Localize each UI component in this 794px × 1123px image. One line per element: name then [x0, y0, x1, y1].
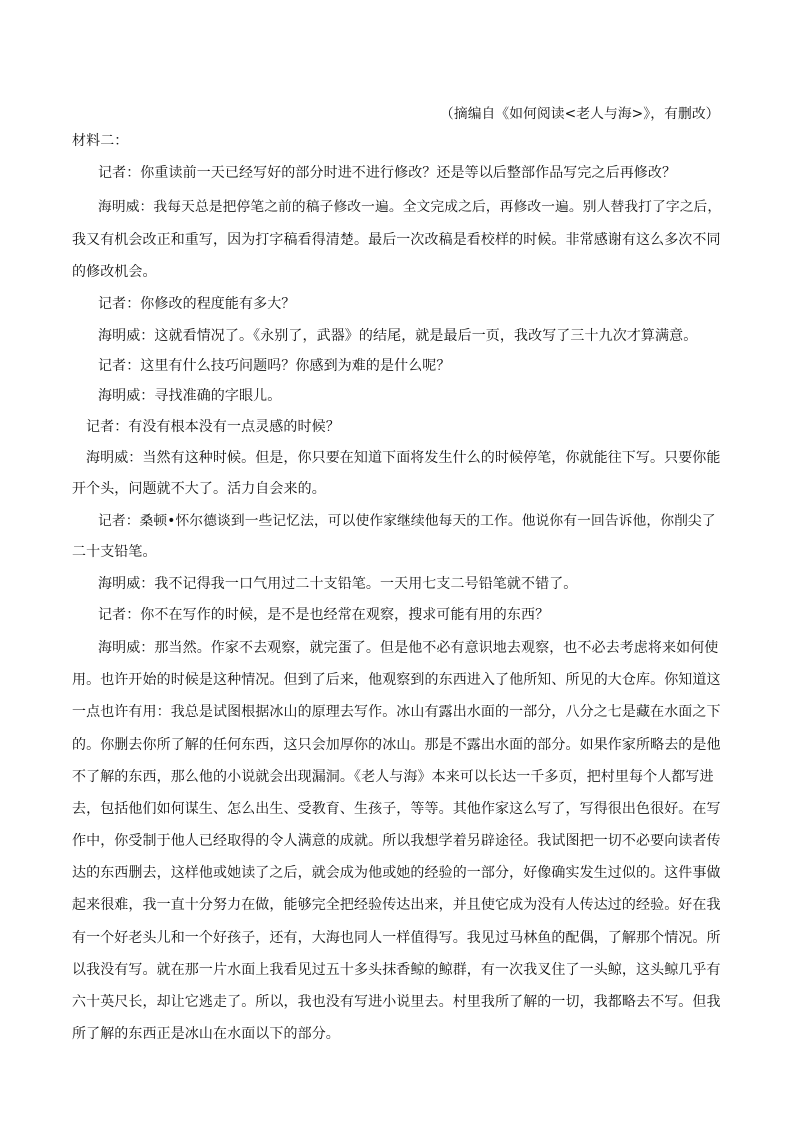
paragraph-line: 开个头，问题就不大了。活力自会来的。	[72, 481, 326, 497]
paragraph-line: 所了解的东西正是冰山在水面以下的部分。	[72, 1026, 340, 1042]
paragraph-line: 记者：你重读前一天已经写好的部分时进不进行修改？还是等以后整部作品写完之后再修改？	[98, 165, 677, 181]
paragraph-line: 记者：有没有根本没有一点灵感的时候？	[86, 419, 340, 435]
paragraph-line: 达的东西删去，这样他或她读了之后，就会成为他或她的经验的一部分，好像确实发生过似的。这件事做	[72, 865, 721, 881]
paragraph-line: 二十支铅笔。	[72, 544, 157, 560]
paragraph-line: 海明威：那当然。作家不去观察，就完蛋了。但是他不必有意识地去观察，也不必去考虑将来如何使	[98, 640, 719, 656]
paragraph-line: 记者：这里有什么技巧问题吗？你感到为难的是什么呢？	[98, 358, 451, 374]
section-label: 材料二：	[72, 133, 129, 149]
paragraph-line: 的修改机会。	[72, 264, 157, 280]
paragraph-line: 海明威：我每天总是把停笔之前的稿子修改一遍。全文完成之后，再修改一遍。别人替我打了字之后，	[98, 199, 722, 215]
paragraph-line: 作中，你受制于他人已经取得的令人满意的成就。所以我想学着另辟途径。我试图把一切不必要向读者传	[72, 833, 721, 849]
paragraph-line: 海明威：我不记得我一口气用过二十支铅笔。一天用七支二号铅笔就不错了。	[98, 576, 578, 592]
paragraph-line: 记者：桑顿•怀尔德谈到一些记忆法，可以使作家继续他每天的工作。他说你有一回告诉他，你削尖了	[98, 513, 716, 529]
paragraph-line: 的。你删去你所了解的任何东西，这只会加厚你的冰山。那是不露出水面的部分。如果作家所略去的是他	[72, 737, 721, 753]
paragraph-line: 去，包括他们如何谋生、怎么出生、受教育、生孩子，等等。其他作家这么写了，写得很出色很好。在写	[72, 801, 721, 817]
paragraph-line: 海明威：这就看情况了。《永别了，武器》的结尾，就是最后一页，我改写了三十九次才算满意。	[98, 328, 698, 344]
paragraph-line: 一点也许有用：我总是试图根据冰山的原理去写作。冰山有露出水面的一部分，八分之七是藏在水面之下	[72, 704, 721, 720]
paragraph-line: 记者：你不在写作的时候，是不是也经常在观察，搜求可能有用的东西？	[98, 607, 550, 623]
source-citation: （摘编自《如何阅读<老人与海>》，有删改）	[440, 106, 720, 122]
paragraph-line: 海明威：寻找准确的字眼儿。	[98, 388, 282, 404]
paragraph-line: 不了解的东西，那么他的小说就会出现漏洞。《老人与海》本来可以长达一千多页，把村里每个人都写进	[72, 769, 714, 785]
paragraph-line: 海明威：当然有这种时候。但是，你只要在知道下面将发生什么的时候停笔，你就能往下写。只要你能	[86, 450, 721, 466]
paragraph-line: 我又有机会改正和重写，因为打字稿看得清楚。最后一次改稿是看校样的时候。非常感谢有这么多次不同	[72, 232, 721, 248]
paragraph-line: 起来很难，我一直十分努力在做，能够完全把经验传达出来，并且使它成为没有人传达过的经验。好在我	[72, 897, 721, 913]
paragraph-line: 以我没有写。就在那一片水面上我看见过五十多头抹香鲸的鲸群，有一次我叉住了一头鲸，这头鲸几乎有	[72, 962, 721, 978]
paragraph-line: 用。也许开始的时候是这种情况。但到了后来，他观察到的东西进入了他所知、所见的大仓库。你知道这	[72, 672, 721, 688]
paragraph-line: 六十英尺长，却让它逃走了。所以，我也没有写进小说里去。村里我所了解的一切，我都略去不写。但我	[72, 994, 721, 1010]
paragraph-line: 记者：你修改的程度能有多大？	[98, 296, 296, 312]
paragraph-line: 有一个好老头儿和一个好孩子，还有，大海也同人一样值得写。我见过马林鱼的配偶，了解那个情况。所	[72, 930, 721, 946]
